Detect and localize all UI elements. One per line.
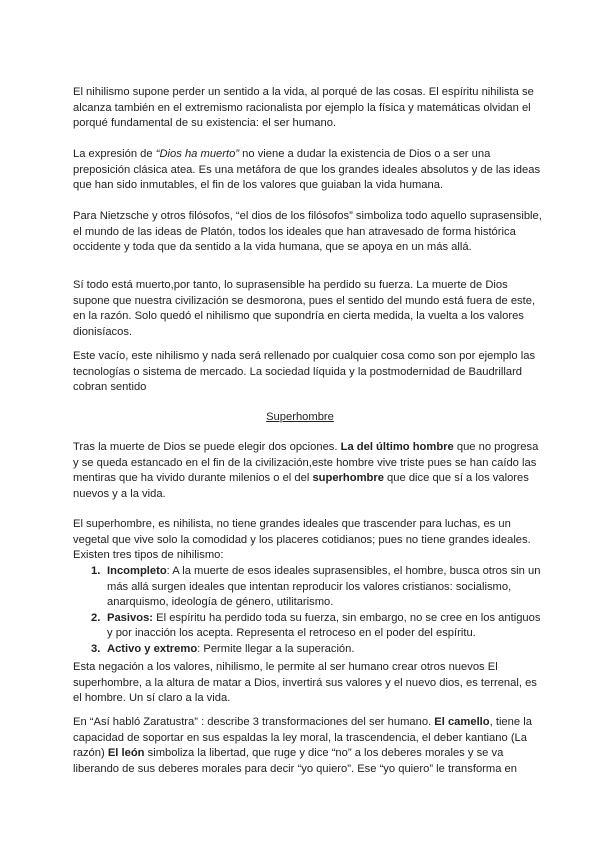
list-item-title: Incompleto xyxy=(107,565,167,577)
list-item-title: Activo y extremo xyxy=(107,642,198,655)
list-item-title: Pasivos: xyxy=(107,611,154,624)
paragraph-todo-muerto: Sí todo está muerto,por tanto, lo suprasensible ha perdido su fuerza. La muerte de Dios supone que nuestra civilización se desmorona, pues el sentido del mundo está fuera de este, en la razón. Solo quedó el nihilismo que supondría en cierta medida, la vuelta a los valores dionisíacos. xyxy=(73,279,536,338)
quote-dios-ha-muerto: “Dios ha muerto” xyxy=(155,148,240,160)
list-item xyxy=(73,611,543,642)
paragraph-text: simboliza la libertad, que ruge y dice “no” a los deberes morales y se va liberando de sus deberes morales para decir “yo quiero”. Ese “yo quiero” le transforma en xyxy=(73,747,517,775)
list-item xyxy=(73,642,543,658)
bold-leon: El león xyxy=(107,747,145,759)
bold-superhombre: superhombre xyxy=(312,472,384,484)
paragraph-text: que no progresa y se queda estancado en el fin de la civilización,este hombre vive triste pues se han caído las mentiras que ha vivido durante milenios o el del xyxy=(73,441,539,484)
list-number: 3. xyxy=(91,642,101,655)
bold-ultimo-hombre: La del último hombre xyxy=(340,441,454,453)
paragraph-negacion: Esta negación a los valores, nihilismo, le permite al ser humano crear otros nuevos El superhombre, a la altura de matar a Dios, invertirá sus valores y el nuevo dios, es terrenal, es el hombre. Un sí claro a la vida. xyxy=(73,661,537,704)
list-item-text: : A la muerte de esos ideales suprasensibles, el hombre, busca otros sin un más allá surgen ideales que intentan reproducir los valores cristianos: socialismo, anarquismo, ideología de género, utilitarismo. xyxy=(107,565,541,608)
paragraph-text: Tras la muerte de Dios se puede elegir dos opciones. xyxy=(73,441,341,453)
paragraph-zaratustra xyxy=(73,715,543,777)
list-number: 2. xyxy=(91,611,101,624)
paragraph-nihilism-intro: El nihilismo supone perder un sentido a la vida, al porqué de las cosas. El espíritu nihilista se alcanza también en el extremismo racionalista por ejemplo la física y matemáticas olvidan el porqué fundamental de su existencia: el ser humano. xyxy=(73,86,534,129)
paragraph-text: , tiene la capacidad de soportar en sus espaldas la ley moral, la trascendencia, el deber kantiano (La razón) xyxy=(73,716,532,759)
paragraph-dos-opciones xyxy=(73,440,543,502)
paragraph-superhombre-nihilista: El superhombre, es nihilista, no tiene grandes ideales que trascender para luchas, es un vegetal que vive solo la comodidad y los placeres cotidianos; pues no tiene grandes ideales. Existen tres tipos de nihilismo: xyxy=(73,518,531,561)
paragraph-text: En “Así habló Zaratustra” : describe 3 transformaciones del ser humano. xyxy=(73,716,435,728)
paragraph-text: que dice que sí a los valores nuevos y a la vida. xyxy=(73,472,529,500)
paragraph-vacio: Este vacío, este nihilismo y nada será rellenado por cualquier cosa como son por ejemplo las tecnologías o sistema de mercado. La sociedad líquida y la postmodernidad de Baudrillard cobran sentido xyxy=(73,350,536,393)
paragraph-text: La expresión de xyxy=(73,148,156,160)
paragraph-dios-ha-muerto xyxy=(73,147,543,194)
list-item-text: El espíritu ha perdido toda su fuerza, sin embargo, no se cree en los antiguos y por inacción los acepta. Representa el retroceso en el poder del espíritu. xyxy=(107,611,541,639)
list-item xyxy=(73,564,543,611)
list-number: 1. xyxy=(91,565,101,577)
nihilism-types-list xyxy=(73,564,543,657)
paragraph-dios-filosofos: Para Nietzsche y otros filósofos, “el dios de los filósofos” simboliza todo aquello suprasensible, el mundo de las ideas de Platón, todos los ideales que han atravesado de forma histórica occidente y toda que da sentido a la vida humana, que se apoya en un más allá. xyxy=(73,210,542,253)
paragraph-text: no viene a dudar la existencia de Dios o a ser una preposición clásica atea. Es una metáfora de que los grandes ideales absolutos y de las ideas que han sido inmutables, el fin de los valores que guiaban la vida humana. xyxy=(73,148,541,191)
bold-camello: El camello xyxy=(434,716,490,728)
list-item-text: : Permite llegar a la superación. xyxy=(197,642,355,655)
section-heading-superhombre: Superhombre xyxy=(266,411,334,423)
